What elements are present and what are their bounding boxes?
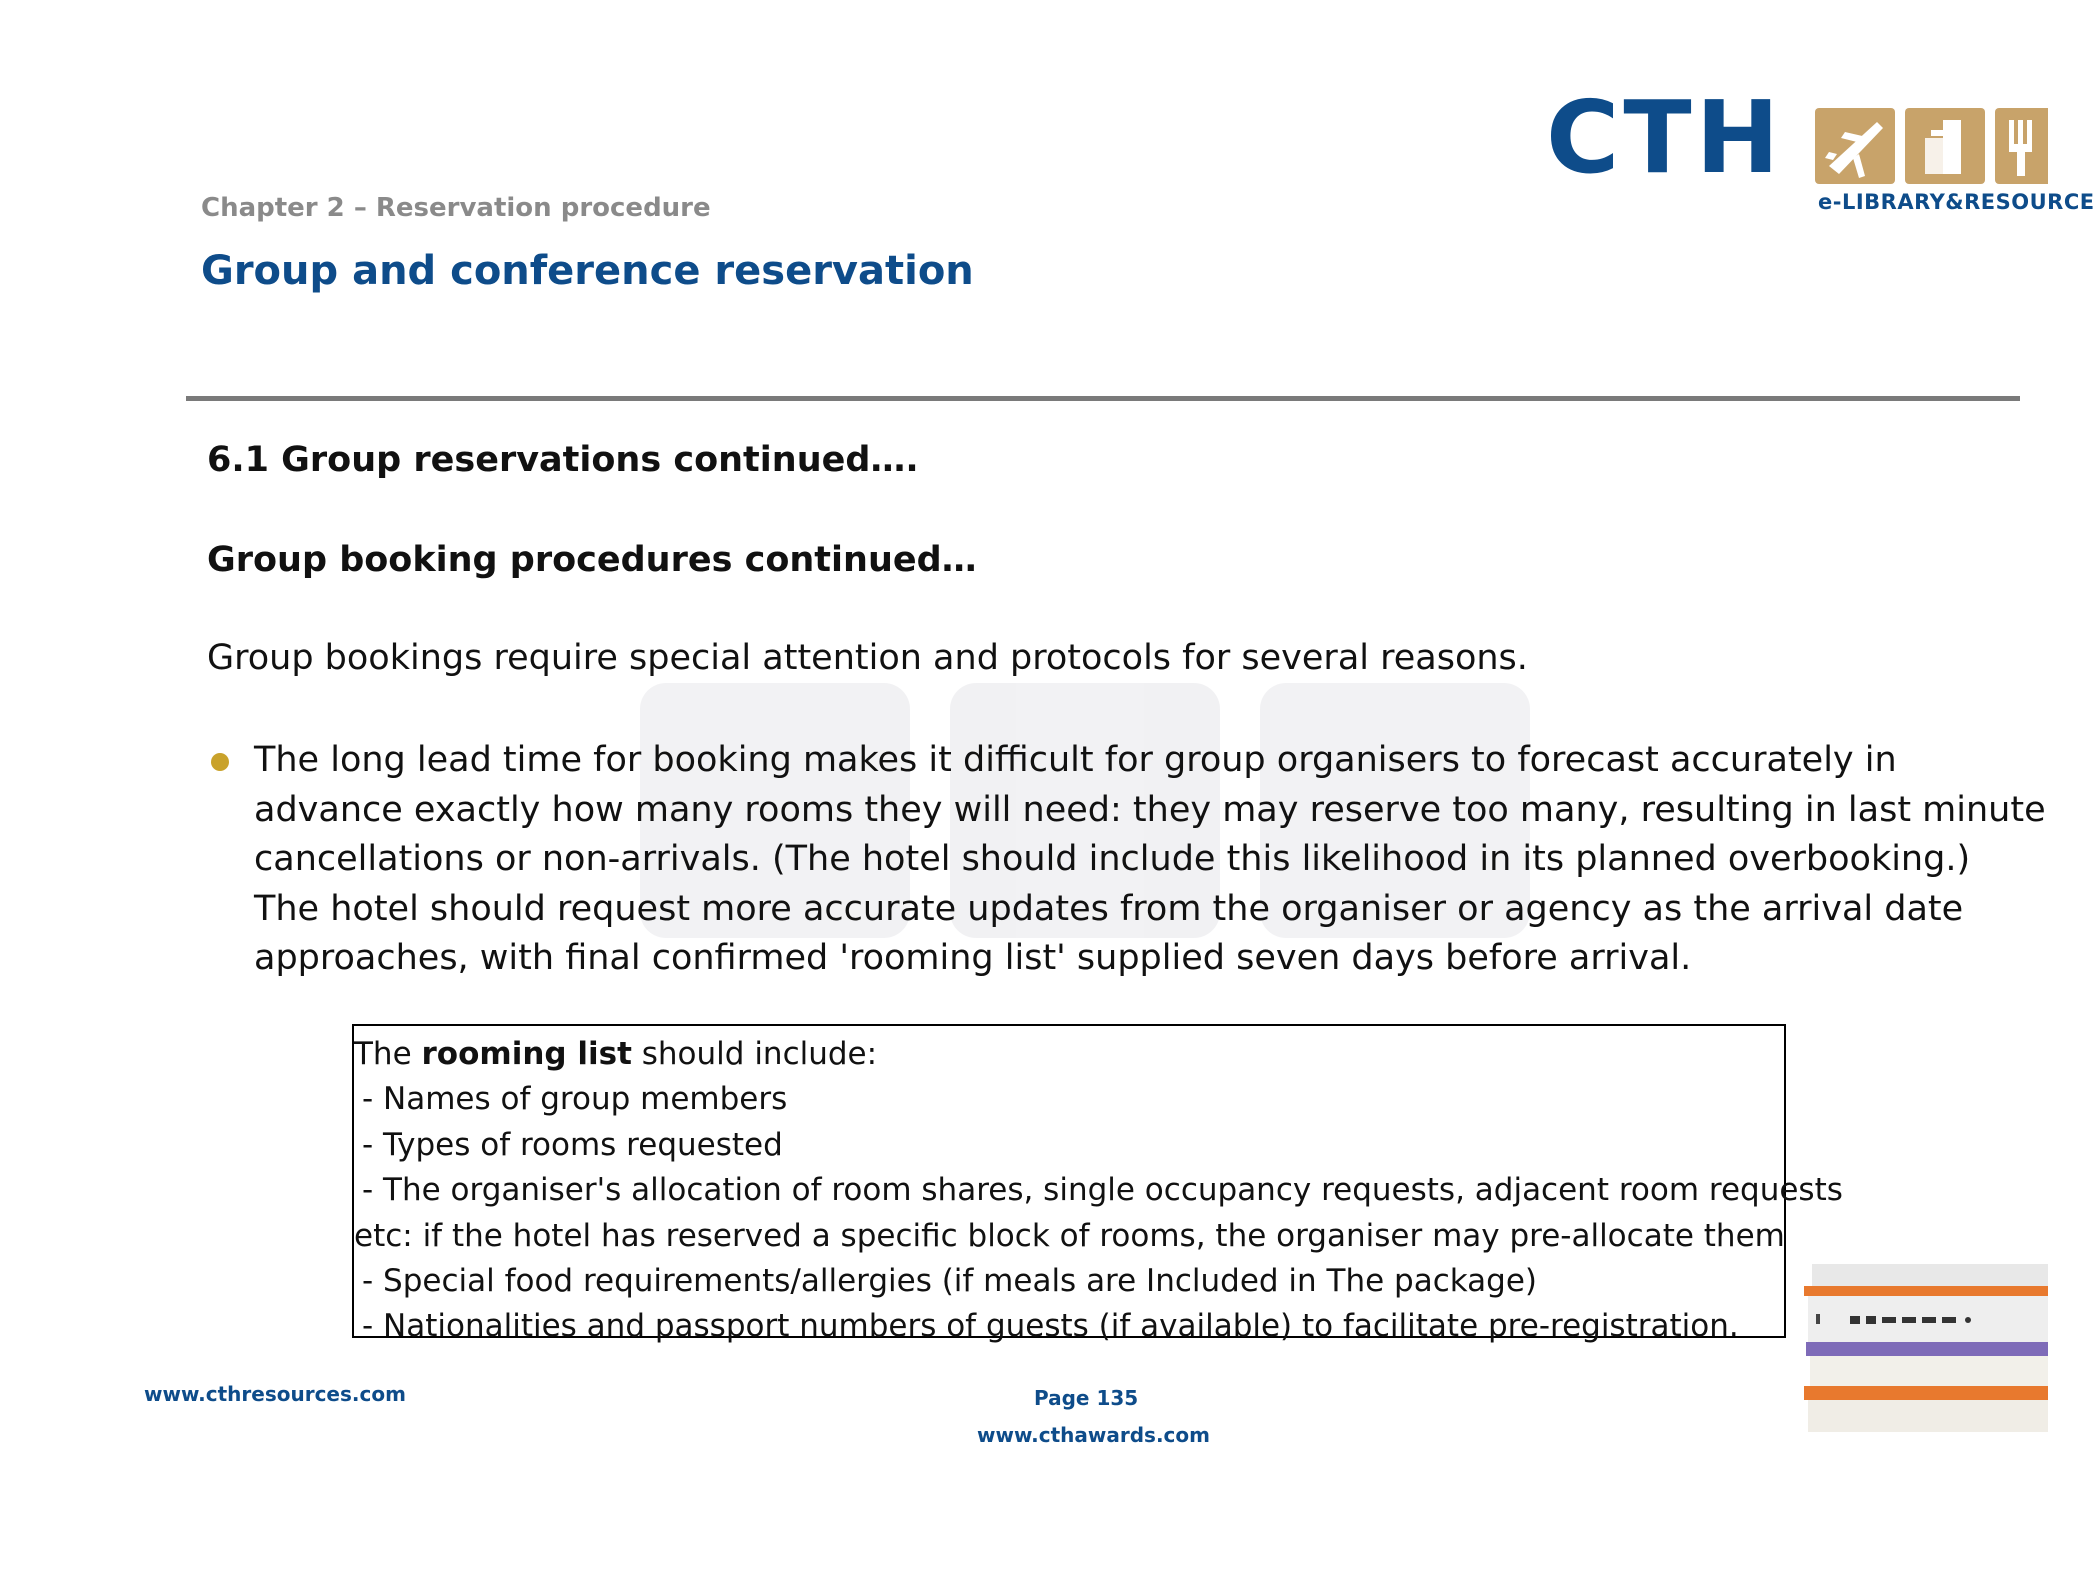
rooming-list-item: - Types of rooms requested — [362, 1126, 783, 1163]
logo-wordmark: CTH — [1546, 79, 1784, 196]
rooming-list-term: rooming list — [421, 1036, 632, 1072]
footer-resources-link[interactable]: www.cthresources.com — [144, 1382, 406, 1406]
bullet-line: cancellations or non-arrivals. (The hotel should include this likelihood in its planned overbooking.) — [254, 839, 1971, 880]
page-title: Group and conference reservation — [201, 248, 974, 294]
page-number: Page 135 — [1034, 1386, 1139, 1410]
logo-tagline: e-LIBRARY&RESOURCE — [1818, 190, 2095, 214]
rooming-list-box — [352, 1024, 1843, 1345]
bullet-icon — [211, 753, 229, 771]
book-stack-image — [1802, 1264, 2048, 1432]
chapter-label: Chapter 2 – Reservation procedure — [201, 193, 711, 223]
cth-logo — [1546, 79, 2095, 220]
rooming-list-item: etc: if the hotel has reserved a specific block of rooms, the organiser may pre-allocate them — [354, 1217, 1785, 1254]
intro-suffix: should include: — [631, 1036, 878, 1072]
rooming-list-item: - Names of group members — [362, 1081, 788, 1118]
hotel-door-icon — [1905, 108, 1985, 184]
bullet-line: The hotel should request more accurate updates from the organiser or agency as the arrival date — [254, 888, 1964, 929]
rooming-list-item: - Nationalities and passport numbers of guests (if available) to facilitate pre-registration. — [362, 1308, 1739, 1345]
rooming-list-intro — [354, 1032, 1784, 1077]
rooming-list-item: - The organiser's allocation of room shares, single occupancy requests, adjacent room requests — [362, 1172, 1843, 1209]
fork-icon — [1995, 108, 2048, 184]
section-heading: 6.1 Group reservations continued…. — [207, 440, 919, 480]
bullet-paragraph — [254, 736, 2046, 984]
footer-awards-link[interactable]: www.cthawards.com — [977, 1423, 1210, 1447]
sub-heading: Group booking procedures continued… — [207, 540, 977, 580]
intro-paragraph: Group bookings require special attention and protocols for several reasons. — [207, 638, 1528, 678]
bullet-line: advance exactly how many rooms they will need: they may reserve too many, resulting in last minute — [254, 789, 2046, 830]
bullet-line: approaches, with final confirmed 'rooming list' supplied seven days before arrival. — [254, 938, 1692, 979]
intro-prefix: The — [354, 1036, 422, 1072]
bullet-line: The long lead time for booking makes it difficult for group organisers to forecast accurately in — [254, 740, 1897, 780]
header-divider — [186, 396, 2020, 401]
airplane-icon — [1815, 108, 1895, 184]
rooming-list-item: - Special food requirements/allergies (if meals are Included in The package) — [362, 1263, 1538, 1300]
